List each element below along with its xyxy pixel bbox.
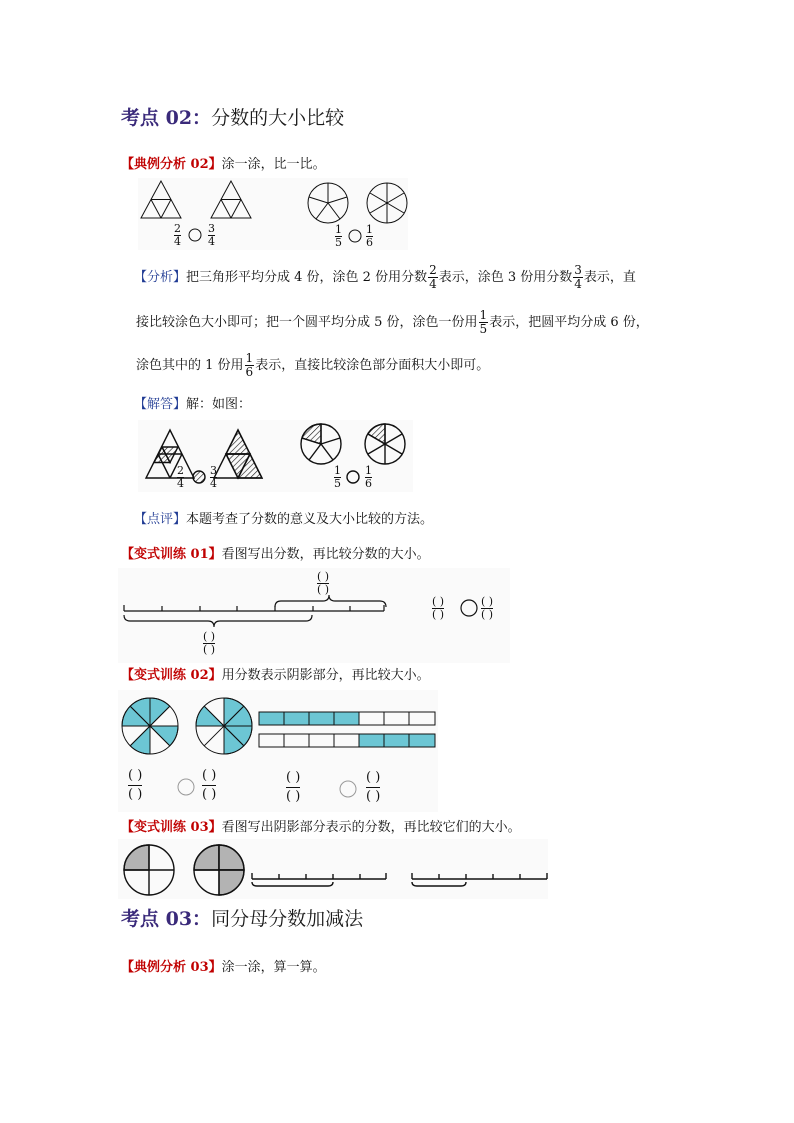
drill-03-line: 【变式训练 03】看图写出阴影部分表示的分数，再比较它们的大小。 [121,820,521,835]
blank-fraction[interactable]: ( ) ( ) [317,570,330,596]
drill-tag: 【变式训练 03】 [121,820,222,835]
drill-tag: 【变式训练 02】 [121,668,222,683]
analysis-tag: 【分析】 [134,270,187,285]
shaded-shapes-figure [118,690,438,812]
answer-line: 【解答】解：如图： [134,397,252,412]
blank-fraction[interactable]: ( ) ( ) [203,630,216,656]
figure-drill-02 [118,690,438,812]
comment-line: 【点评】本题考查了分数的意义及大小比较的方法。 [134,512,434,527]
example-03-line [121,956,326,975]
section-heading-02 [121,103,344,130]
blank-fraction[interactable]: ( ) ( ) [432,595,445,621]
figure-drill-01 [118,568,510,663]
figure-answer-02 [138,420,413,492]
section-heading-03 [121,904,363,931]
analysis-line-1: 【分析】把三角形平均分成 4 份，涂色 2 份用分数 $\frac{2}{4}$ 表示，涂色 3 份用分数 $\frac{3}{4}$ 表示，直 [134,263,636,291]
fig-fraction: 1 6 [366,223,373,249]
example-prompt: 涂一涂，算一算。 [221,960,326,975]
drill-01-line: 【变式训练 01】看图写出分数，再比较分数的大小。 [121,547,430,562]
fig-fraction: 3 4 [210,464,217,490]
section-label: 考点 03： [121,908,212,930]
analysis-line-3: 涂色其中的 1 份用 $\frac{1}{6}$ 表示，直接比较涂色部分面积大小即可。 [136,351,490,379]
example-02-line [121,153,326,172]
comment-tag: 【点评】 [134,512,187,527]
blank-fraction[interactable]: ( ) ( ) [481,595,494,621]
blank-fraction[interactable]: ( ) ( ) [202,768,217,802]
fraction: $\frac{1}{6}$ [245,351,254,379]
quarter-circles-figure [118,839,548,899]
fraction: $\frac{2}{4}$ [429,263,437,291]
fraction: $\frac{1}{5}$ [479,308,488,336]
example-prompt: 涂一涂，比一比。 [221,157,326,172]
figure-example-02 [138,178,408,250]
blank-fraction[interactable]: ( ) ( ) [286,770,301,804]
blank-fraction[interactable]: ( ) ( ) [128,768,143,802]
fig-fraction: 2 4 [174,222,181,248]
section-title: 同分母分数加减法 [211,908,364,930]
section-title: 分数的大小比较 [211,107,345,129]
answer-tag: 【解答】 [134,397,187,412]
analysis-line-2: 接比较涂色大小即可；把一个圆平均分成 5 份，涂色一份用 $\frac{1}{5}$ 表示，把圆平均分成 6 份， [136,308,649,336]
fig-fraction: 1 5 [334,464,341,490]
fraction: $\frac{3}{4}$ [574,263,582,291]
example-tag: 【典例分析 02】 [121,157,222,172]
section-label: 考点 02： [121,107,212,129]
drill-tag: 【变式训练 01】 [121,547,222,562]
drill-02-line: 【变式训练 02】用分数表示阴影部分，再比较大小。 [121,668,430,683]
fig-fraction: 1 5 [335,223,342,249]
fig-fraction: 2 4 [177,464,184,490]
number-line-figure [118,568,510,663]
fig-fraction: 1 6 [365,464,372,490]
example-tag: 【典例分析 03】 [121,960,222,975]
figure-drill-03 [118,839,548,899]
blank-fraction[interactable]: ( ) ( ) [366,770,381,804]
fig-fraction: 3 4 [208,222,215,248]
